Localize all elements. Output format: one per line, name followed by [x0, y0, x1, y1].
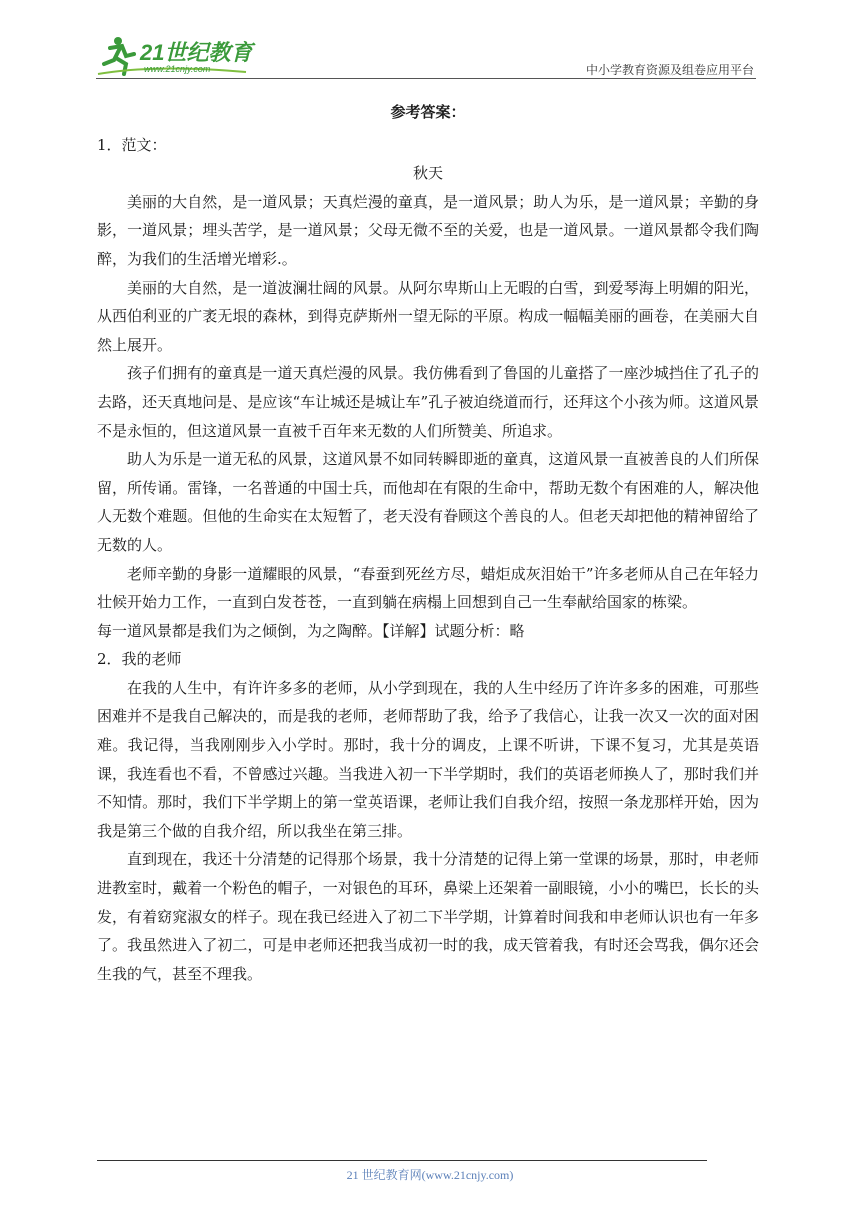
paragraph: 助人为乐是一道无私的风景，这道风景不如同转瞬即逝的童真，这道风景一直被善良的人们所保留，所传诵。雷锋，一名普通的中国士兵，而他却在有限的生命中，帮助无数个有困难的人，解决他人无数个难题。但他的生命实在太短暂了，老天没有眷顾这个善良的人。但老天却把他的精神留给了无数的人。	[97, 450, 759, 554]
paragraph: 在我的人生中，有许许多多的老师，从小学到现在，我的人生中经历了许许多多的困难，可那些困难并不是我自己解决的，而是我的老师，老师帮助了我，给予了我信心，让我一次又一次的面对困难。我记得，当我刚刚步入小学时。那时，我十分的调皮，上课不听讲，下课不复习，尤其是英语课，我连看也不看，不曾感过兴趣。当我进入初一下半学期时，我们的英语老师换人了，那时我们并不知情。那时，我们下半学期上的第一堂英语课，老师让我们自我介绍，按照一条龙那样开始，因为我是第三个做的自我介绍，所以我坐在第三排。	[97, 678, 759, 840]
question-1-label: 1．范文：	[97, 135, 167, 154]
question-2-label: 2．我的老师	[97, 650, 182, 669]
logo-url: www.21cnjy.com	[144, 64, 211, 74]
header-divider	[96, 78, 756, 79]
paragraph: 美丽的大自然，是一道波澜壮阔的风景。从阿尔卑斯山上无暇的白雪，到爱琴海上明媚的阳光，从西伯利亚的广袤无垠的森林，到得克萨斯州一望无际的平原。构成一幅幅美丽的画卷，在美丽大自然上展开。	[97, 278, 759, 354]
document-body	[97, 98, 759, 988]
logo-runner-icon	[96, 34, 266, 78]
paragraph: 直到现在，我还十分清楚的记得那个场景，我十分清楚的记得上第一堂课的场景，那时，申老师进教室时，戴着一个粉色的帽子，一对银色的耳环，鼻梁上还架着一副眼镜，小小的嘴巴，长长的头发，有着窈窕淑女的样子。现在我已经进入了初二下半学期，计算着时间我和申老师认识也有一年多了。我虽然进入了初二，可是申老师还把我当成初一时的我，成天管着我，有时还会骂我，偶尔还会生我的气，甚至不理我。	[97, 850, 759, 983]
closing-line: 每一道风景都是我们为之倾倒，为之陶醉。【详解】试题分析：略	[97, 621, 525, 640]
platform-name: 中小学教育资源及组卷应用平台	[585, 63, 754, 77]
footer-divider	[97, 1160, 707, 1161]
page-header	[96, 30, 756, 80]
paragraph: 老师辛勤的身影一道耀眼的风景，“春蚕到死丝方尽，蜡炬成灰泪始干”许多老师从自己在年轻力壮候开始力工作，一直到白发苍苍，一直到躺在病榻上回想到自己一生奉献给国家的栋梁。	[97, 564, 759, 612]
footer-text: 21 世纪教育网(www.21cnjy.com)	[346, 1168, 514, 1182]
paragraph: 美丽的大自然，是一道风景；天真烂漫的童真，是一道风景；助人为乐，是一道风景；辛勤的身影，一道风景；埋头苦学，是一道风景；父母无微不至的关爱，也是一道风景。一道风景都令我们陶醉，为我们的生活增光增彩.。	[97, 192, 759, 268]
essay-title: 秋天	[412, 164, 443, 183]
logo-text: 21世纪教育	[140, 40, 253, 65]
logo	[96, 34, 266, 78]
answer-title: 参考答案：	[390, 103, 466, 121]
paragraph: 孩子们拥有的童真是一道天真烂漫的风景。我仿佛看到了鲁国的儿童搭了一座沙城挡住了孔子的去路，还天真地问是、是应该“车让城还是城让车”孔子被迫绕道而行，还拜这个小孩为师。这道风景不是永恒的，但这道风景一直被千百年来无数的人们所赞美、所追求。	[97, 364, 759, 440]
